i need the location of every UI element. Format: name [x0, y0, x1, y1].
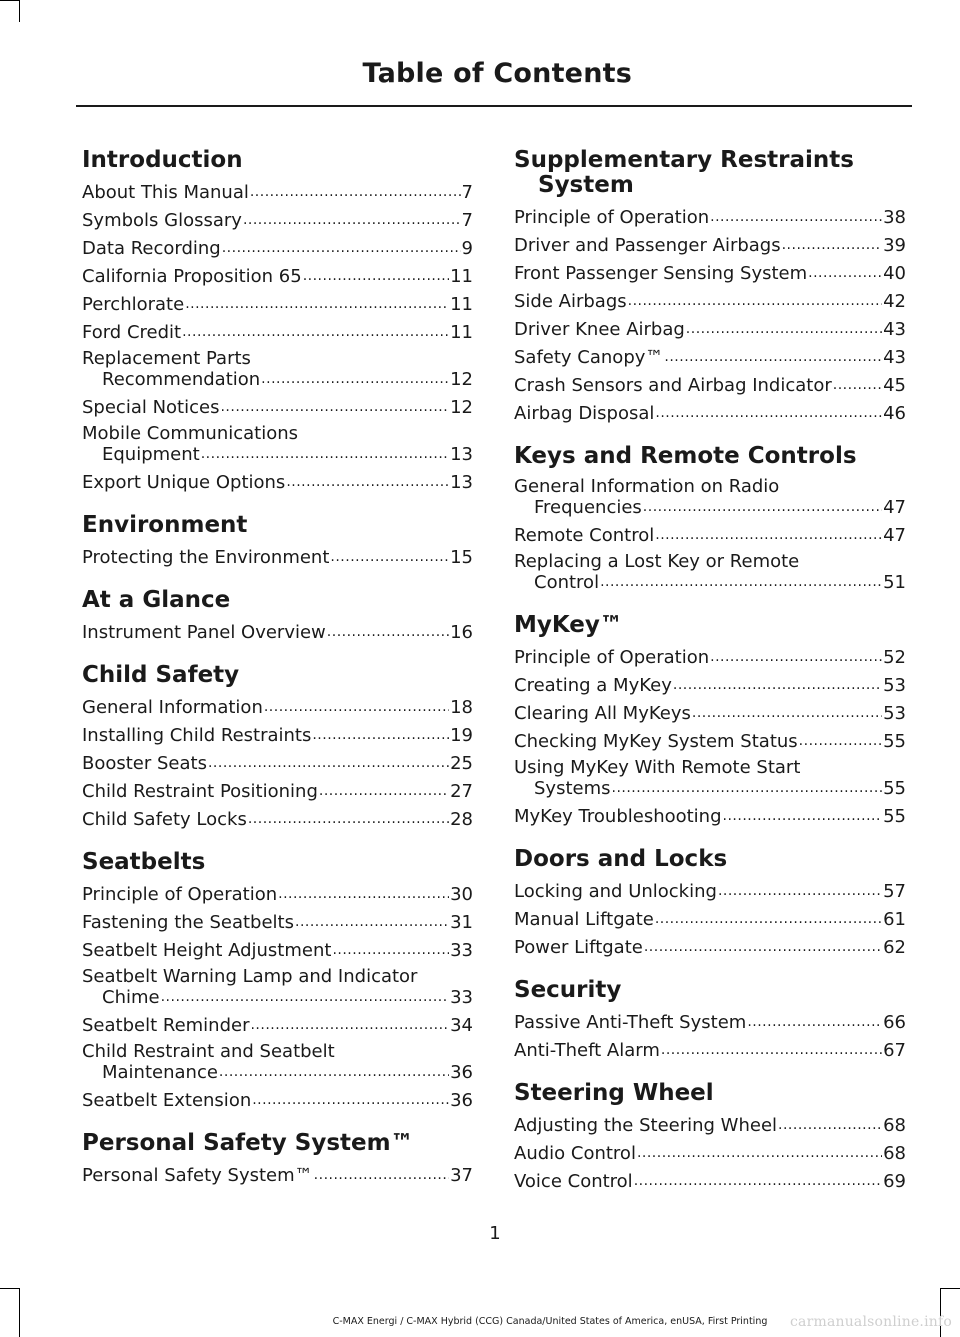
crop-mark: [940, 1288, 960, 1289]
entry-page-number: 40: [883, 263, 906, 284]
section-title: Child Safety: [82, 662, 240, 688]
leader-dots: [673, 674, 882, 695]
entry-page-number: 42: [883, 291, 906, 312]
entry-label: Driver and Passenger Airbags: [514, 235, 781, 256]
leader-dots: [747, 1011, 882, 1032]
leader-dots: [330, 546, 449, 567]
toc-entry[interactable]: [514, 262, 906, 290]
toc-entry[interactable]: [82, 237, 473, 265]
entry-label: Adjusting the Steering Wheel: [514, 1115, 778, 1136]
entry-page-number: 33: [450, 940, 473, 961]
entry-label-continued: Chime: [102, 987, 160, 1008]
toc-entry[interactable]: [82, 883, 473, 911]
entry-label: Data Recording: [82, 238, 221, 259]
entry-page-number: 33: [450, 987, 473, 1008]
leader-dots: [312, 724, 449, 745]
entry-label: Locking and Unlocking: [514, 881, 717, 902]
toc-entry[interactable]: [514, 552, 906, 599]
toc-section: [82, 148, 473, 499]
section-title: Keys and Remote Controls: [514, 443, 857, 469]
leader-dots: [327, 621, 449, 642]
entry-label: Principle of Operation: [82, 884, 278, 905]
leader-dots: [644, 936, 882, 957]
leader-dots: [286, 471, 449, 492]
entry-label: Creating a MyKey: [514, 675, 672, 696]
entry-page-number: 15: [450, 547, 473, 568]
entry-page-number: 45: [883, 375, 906, 396]
entry-page-number: 68: [883, 1115, 906, 1136]
crop-mark: [19, 1288, 20, 1337]
leader-dots: [637, 1142, 882, 1163]
entry-page-number: 61: [883, 909, 906, 930]
toc-entry[interactable]: [82, 1042, 473, 1089]
leader-dots: [201, 443, 449, 464]
entry-page-number: 69: [883, 1171, 906, 1192]
toc-section: [82, 1131, 473, 1192]
entry-label-continued: Control: [534, 572, 600, 593]
toc-entry[interactable]: [514, 402, 906, 430]
watermark: carmanualsonline.info: [789, 1314, 952, 1330]
entry-label: Seatbelt Height Adjustment: [82, 940, 332, 961]
toc-entry[interactable]: [82, 349, 473, 396]
leader-dots: [264, 696, 449, 717]
entry-page-number: 55: [883, 731, 906, 752]
toc-entry[interactable]: [82, 209, 473, 237]
entry-label: Principle of Operation: [514, 207, 710, 228]
leader-dots: [664, 346, 882, 367]
entry-label: Passive Anti-Theft System: [514, 1012, 747, 1033]
footer-text: C-MAX Energi / C-MAX Hybrid (CCG) Canada/United States of America, enUSA, First Printing: [332, 1316, 768, 1327]
entry-page-number: 13: [450, 472, 473, 493]
toc-entry[interactable]: [82, 1164, 473, 1192]
entry-label: Airbag Disposal: [514, 403, 655, 424]
entry-page-number: 47: [883, 497, 906, 518]
entry-label: Checking MyKey System Status: [514, 731, 798, 752]
leader-dots: [612, 777, 883, 798]
toc-entry[interactable]: [82, 939, 473, 967]
section-title: Introduction: [82, 147, 243, 173]
leader-dots: [643, 496, 882, 517]
entry-page-number: 28: [450, 809, 473, 830]
toc-entry[interactable]: [514, 524, 906, 552]
section-title: Security: [514, 977, 622, 1003]
crop-mark: [19, 0, 20, 22]
toc-entry[interactable]: [514, 1170, 906, 1198]
entry-page-number: 46: [883, 403, 906, 424]
toc-entry[interactable]: [82, 808, 473, 836]
toc-entry[interactable]: [82, 321, 473, 349]
leader-dots: [628, 290, 882, 311]
entry-page-number: 13: [450, 444, 473, 465]
entry-line-2: [82, 368, 473, 389]
entry-page-number: 34: [450, 1015, 473, 1036]
toc-entry[interactable]: [82, 621, 473, 649]
entry-page-number: 66: [883, 1012, 906, 1033]
toc-section: [514, 847, 906, 964]
toc-entry[interactable]: [514, 805, 906, 833]
entry-label-continued: Equipment: [102, 444, 200, 465]
crop-mark: [0, 1288, 20, 1289]
leader-dots: [219, 1061, 449, 1082]
entry-page-number: 51: [883, 572, 906, 593]
entry-label: Principle of Operation: [514, 647, 710, 668]
leader-dots: [718, 880, 882, 901]
section-title: Environment: [82, 512, 248, 538]
entry-label: Symbols Glossary: [82, 210, 242, 231]
entry-page-number: 9: [461, 238, 473, 259]
toc-entry[interactable]: [82, 293, 473, 321]
leader-dots: [661, 1039, 882, 1060]
entry-label: Booster Seats: [82, 753, 207, 774]
toc-right-column: [514, 148, 906, 1212]
toc-entry[interactable]: [82, 752, 473, 780]
entry-label: California Proposition 65: [82, 266, 302, 287]
leader-dots: [248, 808, 449, 829]
entry-page-number: 43: [883, 319, 906, 340]
entry-page-number: 39: [883, 235, 906, 256]
leader-dots: [655, 524, 882, 545]
entry-label: Ford Credit: [82, 322, 182, 343]
entry-page-number: 18: [450, 697, 473, 718]
toc-entry[interactable]: [514, 646, 906, 674]
toc-section: [82, 588, 473, 649]
section-title: Personal Safety System™: [82, 1130, 414, 1156]
leader-dots: [250, 181, 461, 202]
leader-dots: [782, 234, 882, 255]
entry-label: Child Safety Locks: [82, 809, 247, 830]
entry-label: Protecting the Environment: [82, 547, 330, 568]
entry-label-continued: Maintenance: [102, 1062, 218, 1083]
toc-entry[interactable]: [82, 396, 473, 424]
entry-page-number: 62: [883, 937, 906, 958]
toc-section: [514, 978, 906, 1067]
entry-label: Front Passenger Sensing System: [514, 263, 808, 284]
leader-dots: [252, 1089, 449, 1110]
toc-entry[interactable]: [514, 290, 906, 318]
entry-label: Child Restraint and Seatbelt: [82, 1041, 335, 1062]
toc-entry[interactable]: [514, 702, 906, 730]
leader-dots: [799, 730, 882, 751]
toc-section: [82, 513, 473, 574]
leader-dots: [278, 883, 449, 904]
header-divider: [76, 105, 912, 107]
toc-entry[interactable]: [514, 1142, 906, 1170]
toc-entry[interactable]: [514, 880, 906, 908]
entry-label: Fastening the Seatbelts: [82, 912, 294, 933]
entry-page-number: 11: [450, 294, 473, 315]
entry-page-number: 31: [450, 912, 473, 933]
entry-label: Crash Sensors and Airbag Indicator: [514, 375, 832, 396]
toc-entry[interactable]: [82, 724, 473, 752]
toc-entry[interactable]: [514, 1011, 906, 1039]
entry-line-2: [514, 777, 906, 798]
toc-entry[interactable]: [82, 424, 473, 471]
toc-entry[interactable]: [514, 730, 906, 758]
entry-label: Perchlorate: [82, 294, 185, 315]
entry-page-number: 36: [450, 1090, 473, 1111]
entry-line-2: [82, 986, 473, 1007]
leader-dots: [332, 939, 449, 960]
entry-page-number: 43: [883, 347, 906, 368]
entry-label: Replacement Parts: [82, 348, 251, 369]
leader-dots: [723, 805, 883, 826]
entry-label: Instrument Panel Overview: [82, 622, 326, 643]
entry-page-number: 57: [883, 881, 906, 902]
leader-dots: [833, 374, 882, 395]
leader-dots: [220, 396, 449, 417]
leader-dots: [185, 293, 449, 314]
entry-page-number: 47: [883, 525, 906, 546]
leader-dots: [314, 1164, 449, 1185]
entry-page-number: 7: [461, 182, 473, 203]
entry-page-number: 7: [461, 210, 473, 231]
entry-page-number: 11: [450, 322, 473, 343]
section-title: Supplementary Restraints System: [514, 147, 854, 198]
entry-label: Audio Control: [514, 1143, 636, 1164]
leader-dots: [161, 986, 450, 1007]
leader-dots: [303, 265, 449, 286]
section-title: MyKey™: [514, 612, 623, 638]
page-title: Table of Contents: [362, 58, 632, 89]
entry-page-number: 12: [450, 369, 473, 390]
entry-page-number: 30: [450, 884, 473, 905]
entry-label: Using MyKey With Remote Start: [514, 757, 801, 778]
section-title: Seatbelts: [82, 849, 206, 875]
entry-label: Manual Liftgate: [514, 909, 654, 930]
toc-entry[interactable]: [514, 318, 906, 346]
toc-entry[interactable]: [82, 265, 473, 293]
toc-entry[interactable]: [514, 936, 906, 964]
page-number: 1: [489, 1223, 501, 1244]
toc-left-column: [82, 148, 473, 1206]
toc-entry[interactable]: [82, 1089, 473, 1117]
entry-page-number: 38: [883, 207, 906, 228]
entry-label: Export Unique Options: [82, 472, 286, 493]
leader-dots: [319, 780, 449, 801]
entry-page-number: 16: [450, 622, 473, 643]
entry-label: General Information: [82, 697, 263, 718]
toc-entry[interactable]: [514, 234, 906, 262]
entry-label: Power Liftgate: [514, 937, 643, 958]
entry-page-number: 25: [450, 753, 473, 774]
entry-label: Seatbelt Reminder: [82, 1015, 250, 1036]
leader-dots: [692, 702, 882, 723]
toc-entry[interactable]: [514, 1039, 906, 1067]
leader-dots: [655, 402, 882, 423]
leader-dots: [710, 206, 882, 227]
entry-label: Personal Safety System™: [82, 1165, 313, 1186]
entry-label-continued: Frequencies: [534, 497, 642, 518]
toc-entry[interactable]: [82, 546, 473, 574]
leader-dots: [686, 318, 882, 339]
entry-page-number: 37: [450, 1165, 473, 1186]
crop-mark: [0, 0, 20, 1]
toc-entry[interactable]: [514, 374, 906, 402]
leader-dots: [295, 911, 449, 932]
entry-page-number: 67: [883, 1040, 906, 1061]
entry-label: About This Manual: [82, 182, 249, 203]
leader-dots: [600, 571, 882, 592]
entry-line-2: [82, 1061, 473, 1082]
toc-entry[interactable]: [82, 1014, 473, 1042]
entry-line-2: [82, 443, 473, 464]
entry-label: Anti-Theft Alarm: [514, 1040, 660, 1061]
toc-entry[interactable]: [82, 696, 473, 724]
section-title: Steering Wheel: [514, 1080, 714, 1106]
entry-page-number: 55: [883, 778, 906, 799]
leader-dots: [222, 237, 461, 258]
toc-entry[interactable]: [514, 346, 906, 374]
leader-dots: [634, 1170, 882, 1191]
entry-label: Safety Canopy™: [514, 347, 664, 368]
entry-label: Clearing All MyKeys: [514, 703, 691, 724]
entry-label: Voice Control: [514, 1171, 633, 1192]
toc-section: [82, 850, 473, 1117]
entry-label: Side Airbags: [514, 291, 627, 312]
toc-entry[interactable]: [514, 758, 906, 805]
leader-dots: [208, 752, 449, 773]
entry-page-number: 68: [883, 1143, 906, 1164]
toc-entry[interactable]: [514, 477, 906, 524]
entry-line-2: [514, 496, 906, 517]
section-title: Doors and Locks: [514, 846, 728, 872]
entry-page-number: 19: [450, 725, 473, 746]
entry-page-number: 53: [883, 703, 906, 724]
entry-label: MyKey Troubleshooting: [514, 806, 722, 827]
entry-label: General Information on Radio: [514, 476, 780, 497]
section-title: At a Glance: [82, 587, 231, 613]
entry-label: Child Restraint Positioning: [82, 781, 318, 802]
toc-entry[interactable]: [82, 780, 473, 808]
entry-page-number: 27: [450, 781, 473, 802]
toc-section: [514, 613, 906, 833]
toc-entry[interactable]: [82, 181, 473, 209]
toc-entry[interactable]: [82, 967, 473, 1014]
entry-label: Driver Knee Airbag: [514, 319, 685, 340]
toc-entry[interactable]: [514, 206, 906, 234]
leader-dots: [655, 908, 882, 929]
entry-label-continued: Recommendation: [102, 369, 261, 390]
leader-dots: [778, 1114, 882, 1135]
toc-section: [82, 663, 473, 836]
entry-label: Seatbelt Extension: [82, 1090, 252, 1111]
entry-label: Mobile Communications: [82, 423, 299, 444]
toc-section: [514, 148, 906, 430]
leader-dots: [710, 646, 882, 667]
entry-page-number: 11: [450, 266, 473, 287]
leader-dots: [261, 368, 449, 389]
toc-section: [514, 1081, 906, 1198]
leader-dots: [808, 262, 882, 283]
entry-page-number: 52: [883, 647, 906, 668]
entry-label-continued: Systems: [534, 778, 611, 799]
entry-label: Seatbelt Warning Lamp and Indicator: [82, 966, 418, 987]
entry-label: Special Notices: [82, 397, 220, 418]
entry-line-2: [514, 571, 906, 592]
toc-entry[interactable]: [514, 674, 906, 702]
entry-label: Replacing a Lost Key or Remote: [514, 551, 800, 572]
toc-entry[interactable]: [82, 911, 473, 939]
toc-entry[interactable]: [514, 908, 906, 936]
entry-label: Installing Child Restraints: [82, 725, 312, 746]
toc-entry[interactable]: [514, 1114, 906, 1142]
entry-page-number: 53: [883, 675, 906, 696]
entry-page-number: 12: [450, 397, 473, 418]
entry-page-number: 36: [450, 1062, 473, 1083]
entry-label: Remote Control: [514, 525, 655, 546]
leader-dots: [243, 209, 461, 230]
entry-page-number: 55: [883, 806, 906, 827]
leader-dots: [182, 321, 449, 342]
toc-section: [514, 444, 906, 599]
toc-entry[interactable]: [82, 471, 473, 499]
leader-dots: [250, 1014, 449, 1035]
